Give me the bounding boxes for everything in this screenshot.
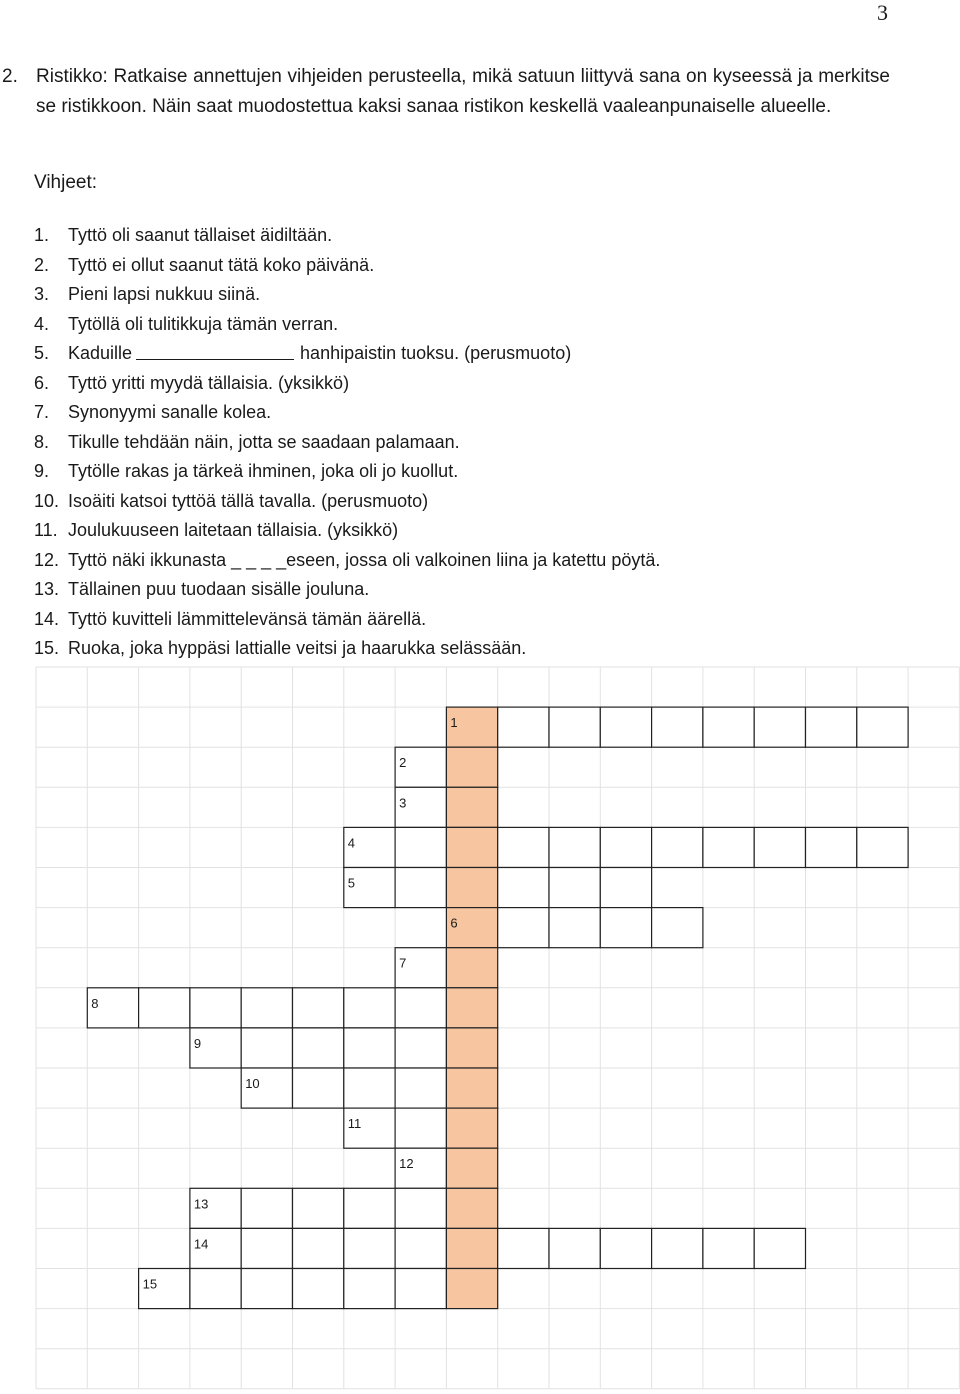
crossword-cell[interactable] xyxy=(652,908,703,948)
crossword-cell[interactable] xyxy=(549,827,600,867)
clue-text: Tikulle tehdään näin, jotta se saadaan palamaan. xyxy=(68,431,460,452)
clue-text: Tytöllä oli tulitikkuja tämän verran. xyxy=(68,313,339,334)
clue-text: Tytölle rakas ja tärkeä ihminen, joka oli jo kuollut. xyxy=(68,461,459,481)
crossword-cell[interactable] xyxy=(498,827,549,867)
clue-number-label: 13 xyxy=(193,1196,209,1212)
clues-title: Vihjeet: xyxy=(34,172,98,193)
crossword-cell[interactable] xyxy=(446,827,497,867)
crossword-cell[interactable] xyxy=(754,707,805,747)
clue-number-label: 3 xyxy=(399,795,407,811)
crossword-cell[interactable] xyxy=(549,868,600,908)
crossword-cell[interactable] xyxy=(190,988,241,1028)
crossword-cell[interactable] xyxy=(344,1028,395,1068)
crossword-cell[interactable] xyxy=(806,827,857,867)
clue-number-label: 9 xyxy=(193,1035,202,1051)
crossword-cell[interactable] xyxy=(549,908,600,948)
clue-text: Tyttö yritti myydä tällaisia. (yksikkö) xyxy=(68,372,350,393)
clue-number: 8. xyxy=(34,431,50,452)
task-number: 2. xyxy=(2,66,18,87)
crossword-cell[interactable] xyxy=(446,1068,497,1108)
crossword-cell[interactable] xyxy=(293,1269,344,1309)
clue-number-label: 15 xyxy=(142,1276,158,1292)
crossword-cell[interactable] xyxy=(395,988,446,1028)
crossword-cell[interactable] xyxy=(600,1228,651,1268)
crossword-cell[interactable] xyxy=(395,1188,446,1228)
crossword-cell[interactable] xyxy=(293,1188,344,1228)
crossword-cell[interactable] xyxy=(344,1068,395,1108)
crossword-cell[interactable] xyxy=(754,827,805,867)
crossword-cell[interactable] xyxy=(344,1269,395,1309)
task-text: Ristikko: Ratkaise annettujen vihjeiden perusteella, mikä satuun liittyvä sana on kyseessä ja merkitse se ristikkoon. Näin saat muodostettua kaksi sanaa ristikon keskellä vaaleanpunaiselle alueelle. xyxy=(36,66,890,117)
crossword-cell[interactable] xyxy=(446,787,497,827)
crossword-cell[interactable] xyxy=(754,1228,805,1268)
crossword-cell[interactable] xyxy=(446,1148,497,1188)
clue-text-after: hanhipaistin tuoksu. (perusmuoto) xyxy=(300,343,572,363)
clue-number-label: 5 xyxy=(347,875,356,891)
crossword-cell[interactable] xyxy=(446,868,497,908)
clue-number-label: 10 xyxy=(245,1076,260,1091)
clue-number: 9. xyxy=(34,461,50,481)
crossword-cell[interactable] xyxy=(446,1028,497,1068)
crossword-cell[interactable] xyxy=(600,827,651,867)
crossword-cell[interactable] xyxy=(446,747,497,787)
crossword-cell[interactable] xyxy=(600,868,651,908)
clue-number: 15. xyxy=(34,638,60,658)
crossword-cell[interactable] xyxy=(652,707,703,747)
crossword-cell[interactable] xyxy=(652,827,703,867)
clue-text: Synonyymi sanalle kolea. xyxy=(68,402,272,422)
crossword-cell[interactable] xyxy=(293,1228,344,1268)
clue-number-label: 6 xyxy=(450,915,458,931)
clue-number-label: 8 xyxy=(91,995,99,1011)
crossword-cell[interactable] xyxy=(703,827,754,867)
page-number: 3 xyxy=(877,0,888,25)
crossword-cell[interactable] xyxy=(549,1228,600,1268)
crossword-cell[interactable] xyxy=(446,1188,497,1228)
clue-number: 11. xyxy=(34,520,58,540)
clue-text: Kaduille xyxy=(68,343,133,363)
clue-number: 10. xyxy=(34,490,60,511)
crossword-cell[interactable] xyxy=(139,988,190,1028)
clue-number-label: 4 xyxy=(347,835,356,851)
clue-text: Tyttö kuvitteli lämmittelevänsä tämän äärellä. xyxy=(68,608,427,629)
clue-text: Pieni lapsi nukkuu siinä. xyxy=(68,284,261,304)
crossword-cell[interactable] xyxy=(446,1228,497,1268)
clue-number: 7. xyxy=(34,402,50,422)
crossword-cell[interactable] xyxy=(703,1228,754,1268)
crossword-cell[interactable] xyxy=(446,1269,497,1309)
crossword-cell[interactable] xyxy=(241,1228,292,1268)
crossword-cell[interactable] xyxy=(395,1269,446,1309)
crossword-cell[interactable] xyxy=(498,1228,549,1268)
clue-text: Tyttö oli saanut tällaiset äidiltään. xyxy=(68,225,333,245)
crossword-cell[interactable] xyxy=(293,1028,344,1068)
crossword-cell[interactable] xyxy=(446,1108,497,1148)
crossword-cell[interactable] xyxy=(857,707,908,747)
clue-number: 1. xyxy=(34,225,50,245)
crossword-cell[interactable] xyxy=(498,908,549,948)
crossword-cell[interactable] xyxy=(241,1188,292,1228)
crossword-cell[interactable] xyxy=(241,988,292,1028)
crossword-cell[interactable] xyxy=(241,1269,292,1309)
clue-number-label: 14 xyxy=(193,1236,209,1252)
crossword-cell[interactable] xyxy=(498,707,549,747)
clue-number-label: 11 xyxy=(347,1116,362,1132)
crossword-cell[interactable] xyxy=(293,1068,344,1108)
clue-number: 3. xyxy=(34,284,50,304)
crossword-cell[interactable] xyxy=(344,1188,395,1228)
crossword-cell[interactable] xyxy=(395,1108,446,1148)
clue-number: 13. xyxy=(34,579,60,599)
clue-text: Joulukuuseen laitetaan tällaisia. (yksikkö) xyxy=(68,520,399,540)
crossword-cell[interactable] xyxy=(498,868,549,908)
crossword-cell[interactable] xyxy=(190,1269,241,1309)
clue-text: Tyttö näki ikkunasta _ _ _ _eseen, jossa oli valkoinen liina ja katettu pöytä. xyxy=(68,549,661,570)
crossword-cell[interactable] xyxy=(652,1228,703,1268)
clue-number: 6. xyxy=(34,372,50,393)
clue-number-label: 1 xyxy=(450,715,458,731)
clue-number: 2. xyxy=(34,254,50,275)
crossword-cell[interactable] xyxy=(806,707,857,747)
crossword-cell[interactable] xyxy=(395,1028,446,1068)
crossword-cell[interactable] xyxy=(446,948,497,988)
crossword-cell[interactable] xyxy=(395,827,446,867)
clue-text: Isoäiti katsoi tyttöä tällä tavalla. (perusmuoto) xyxy=(68,490,429,511)
crossword-cell[interactable] xyxy=(293,988,344,1028)
crossword-cell[interactable] xyxy=(857,827,908,867)
crossword-cell[interactable] xyxy=(549,707,600,747)
clue-number: 4. xyxy=(34,313,50,334)
crossword-cell[interactable] xyxy=(344,1228,395,1268)
crossword-cell[interactable] xyxy=(241,1028,292,1068)
crossword-cell[interactable] xyxy=(395,1068,446,1108)
clue-number-label: 2 xyxy=(399,755,407,771)
clue-text: Ruoka, joka hyppäsi lattialle veitsi ja haarukka selässään. xyxy=(68,638,527,658)
clue-number: 12. xyxy=(34,549,60,570)
clue-number-label: 7 xyxy=(399,955,407,971)
crossword-cell[interactable] xyxy=(395,868,446,908)
crossword-cell[interactable] xyxy=(446,988,497,1028)
crossword-cell[interactable] xyxy=(703,707,754,747)
clue-number: 5. xyxy=(34,343,50,363)
clue-number: 14. xyxy=(34,608,60,629)
clue-number-label: 12 xyxy=(399,1156,414,1172)
crossword-cell[interactable] xyxy=(600,707,651,747)
crossword-cell[interactable] xyxy=(600,908,651,948)
clue-text: Tällainen puu tuodaan sisälle jouluna. xyxy=(68,579,370,599)
crossword-cell[interactable] xyxy=(344,988,395,1028)
crossword-cell[interactable] xyxy=(395,1228,446,1268)
clue-text: Tyttö ei ollut saanut tätä koko päivänä. xyxy=(68,254,375,275)
